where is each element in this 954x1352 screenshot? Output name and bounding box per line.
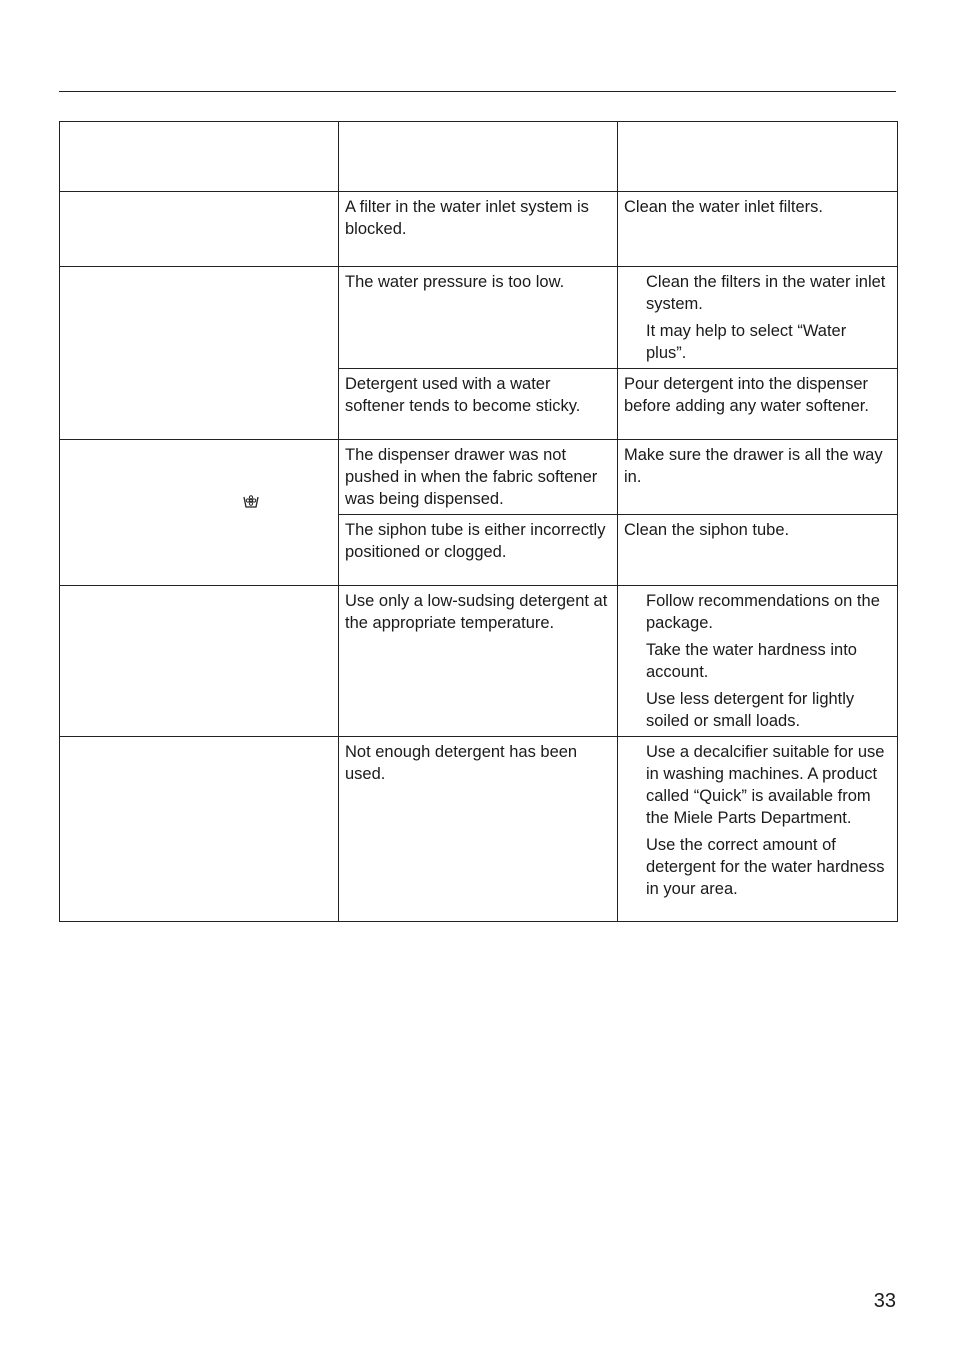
table-header-row <box>60 122 898 192</box>
table-row <box>60 586 898 737</box>
remedy-cell: Clean the water inlet filters. <box>618 192 898 267</box>
remedy-item: Clean the filters in the water inlet system. <box>646 273 886 313</box>
header-problem <box>60 122 339 192</box>
top-rule <box>59 91 896 92</box>
remedy-cell: Make sure the drawer is all the way in. <box>618 440 898 515</box>
remedy-cell: Pour detergent into the dispenser before adding any water softener. <box>618 369 898 440</box>
problem-cell <box>60 267 339 440</box>
problem-cell <box>60 737 339 922</box>
cause-cell: The siphon tube is either incorrectly positioned or clogged. <box>339 515 618 586</box>
cause-cell: Use only a low-sudsing detergent at the appropriate temperature. <box>339 586 618 737</box>
cause-cell: Not enough detergent has been used. <box>339 737 618 922</box>
troubleshooting-table <box>59 121 898 922</box>
page-number: 33 <box>873 1290 896 1312</box>
remedy-cell <box>618 737 898 922</box>
remedy-item: It may help to select “Water plus”. <box>646 322 847 362</box>
table-row <box>60 440 898 515</box>
remedy-cell <box>618 586 898 737</box>
table-row <box>60 192 898 267</box>
table-row <box>60 737 898 922</box>
remedy-item: Take the water hardness into account. <box>646 641 857 681</box>
remedy-item: Use less detergent for lightly soiled or small loads. <box>646 690 855 730</box>
cause-cell: A filter in the water inlet system is blocked. <box>339 192 618 267</box>
header-cause <box>339 122 618 192</box>
remedy-item: Use a decalcifier suitable for use in washing machines. A product called “Quick” is available from the Miele Parts Department. <box>646 743 885 827</box>
cause-cell: The water pressure is too low. <box>339 267 618 369</box>
remedy-item: Follow recommendations on the package. <box>646 592 880 632</box>
remedy-item: Use the correct amount of detergent for the water hardness in your area. <box>646 836 885 898</box>
cause-cell: Detergent used with a water softener tends to become sticky. <box>339 369 618 440</box>
table-row <box>60 267 898 369</box>
problem-cell <box>60 440 339 586</box>
problem-cell <box>60 192 339 267</box>
remedy-cell <box>618 267 898 369</box>
fabric-softener-compartment-icon <box>243 494 259 508</box>
cause-cell: The dispenser drawer was not pushed in when the fabric softener was being dispensed. <box>339 440 618 515</box>
problem-cell <box>60 586 339 737</box>
remedy-cell: Clean the siphon tube. <box>618 515 898 586</box>
header-remedy <box>618 122 898 192</box>
